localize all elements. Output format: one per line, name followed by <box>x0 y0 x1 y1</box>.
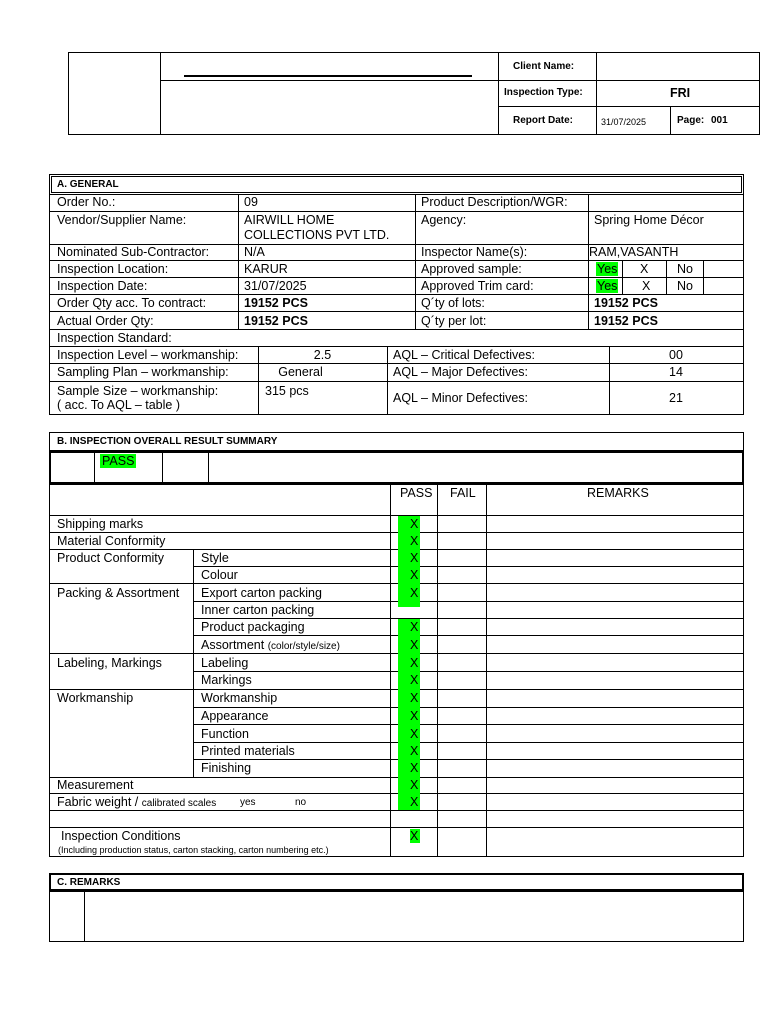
subcontractor-value: N/A <box>244 245 265 259</box>
mark-style: X <box>410 551 419 565</box>
overall-result: PASS <box>102 454 135 468</box>
row-printed-materials: Printed materials <box>201 744 295 758</box>
product-desc-label: Product Description/WGR: <box>421 195 568 209</box>
mark-colour: X <box>410 568 419 582</box>
approved-sample-no: No <box>677 262 693 276</box>
row-packing-assortment: Packing & Assortment <box>57 586 180 600</box>
inspection-standard-label: Inspection Standard: <box>57 331 172 345</box>
sample-size-value: 315 pcs <box>265 384 309 398</box>
row-material-conformity: Material Conformity <box>57 534 166 548</box>
general-title: A. GENERAL <box>57 179 119 190</box>
summary-title: B. INSPECTION OVERALL RESULT SUMMARY <box>57 436 278 447</box>
aql-major-label: AQL – Major Defectives: <box>393 365 529 379</box>
mark-shipping: X <box>410 517 419 531</box>
approved-trim-no: No <box>677 279 693 293</box>
row-shipping-marks: Shipping marks <box>57 517 144 531</box>
approved-trim-yes: Yes <box>597 279 618 293</box>
client-name-label: Client Name: <box>513 61 575 72</box>
row-style: Style <box>201 551 229 565</box>
col-fail: FAIL <box>450 486 476 500</box>
qty-per-lot-label: Q´ty per lot: <box>421 314 487 328</box>
col-pass: PASS <box>400 486 433 500</box>
row-workmanship-group: Workmanship <box>57 691 134 705</box>
mark-finishing: X <box>410 761 419 775</box>
actual-qty-label: Actual Order Qty: <box>57 314 154 328</box>
row-function: Function <box>201 727 249 741</box>
approved-trim-label: Approved Trim card: <box>421 279 534 293</box>
inspection-type-label: Inspection Type: <box>504 87 583 98</box>
aql-critical-value: 00 <box>669 348 683 362</box>
row-inner-carton: Inner carton packing <box>201 603 315 617</box>
aql-major-value: 14 <box>669 365 683 379</box>
approved-sample-label: Approved sample: <box>421 262 522 276</box>
qty-lots-label: Q´ty of lots: <box>421 296 485 310</box>
result-box <box>49 451 744 484</box>
header-frame <box>68 52 760 135</box>
approved-sample-yes: Yes <box>597 262 618 276</box>
qty-per-lot-value: 19152 PCS <box>594 314 658 328</box>
fabric-no: no <box>295 797 307 808</box>
report-date-label: Report Date: <box>513 115 574 126</box>
order-qty-label: Order Qty acc. To contract: <box>57 296 207 310</box>
mark-labeling: X <box>410 656 419 670</box>
location-value: KARUR <box>244 262 288 276</box>
subcontractor-label: Nominated Sub-Contractor: <box>57 245 210 259</box>
inspection-date-value: 31/07/2025 <box>244 279 307 293</box>
row-labeling-markings: Labeling, Markings <box>57 656 162 670</box>
inspection-level-value: 2.5 <box>313 348 332 362</box>
mark-workmanship: X <box>410 691 419 705</box>
mark-function: X <box>410 727 419 741</box>
row-fabric-weight: Fabric weight / calibrated scales <box>57 795 217 809</box>
mark-material: X <box>410 534 419 548</box>
vendor-value-line1: AIRWILL HOME <box>244 213 335 227</box>
row-inspection-conditions: Inspection Conditions <box>61 829 181 843</box>
approved-trim-x: X <box>642 279 651 293</box>
remarks-title-box <box>49 873 744 891</box>
aql-critical-label: AQL – Critical Defectives: <box>393 348 535 362</box>
sampling-plan-value: General <box>278 365 323 379</box>
mark-printed: X <box>410 744 419 758</box>
title-underline <box>184 75 472 77</box>
inspection-date-label: Inspection Date: <box>57 279 148 293</box>
mark-markings: X <box>410 673 419 687</box>
remarks-title: C. REMARKS <box>57 877 121 888</box>
vendor-label: Vendor/Supplier Name: <box>57 213 187 227</box>
aql-minor-value: 21 <box>669 391 683 405</box>
order-no-label: Order No.: <box>57 195 116 209</box>
mark-conditions: X <box>410 829 419 843</box>
row-appearance: Appearance <box>201 709 269 723</box>
inspector-value: RAM,VASANTH <box>589 245 679 259</box>
mark-appearance: X <box>410 709 419 723</box>
row-export-carton: Export carton packing <box>201 586 322 600</box>
inspection-level-label: Inspection Level – workmanship: <box>57 348 239 362</box>
mark-assortment: X <box>410 638 419 652</box>
row-labeling: Labeling <box>201 656 249 670</box>
agency-value: Spring Home Décor <box>594 213 704 227</box>
row-product-conformity: Product Conformity <box>57 551 164 565</box>
row-assortment: Assortment (color/style/size) <box>201 638 340 652</box>
page-number: 001 <box>711 115 728 126</box>
row-product-packaging: Product packaging <box>201 620 305 634</box>
inspection-conditions-note: (Including production status, carton stacking, carton numbering etc.) <box>58 845 329 855</box>
row-markings: Markings <box>201 673 252 687</box>
order-no-value: 09 <box>244 195 258 209</box>
location-label: Inspection Location: <box>57 262 169 276</box>
vendor-value-line2: COLLECTIONS PVT LTD. <box>244 228 390 242</box>
mark-export: X <box>410 586 419 600</box>
sample-size-note: ( acc. To AQL – table ) <box>57 398 180 412</box>
row-measurement: Measurement <box>57 778 134 792</box>
approved-sample-x: X <box>640 262 649 276</box>
row-workmanship: Workmanship <box>201 691 278 705</box>
remarks-box <box>49 891 744 942</box>
qty-lots-value: 19152 PCS <box>594 296 658 310</box>
mark-fabric: X <box>410 795 419 809</box>
inspection-type-value: FRI <box>670 86 691 100</box>
order-qty-value: 19152 PCS <box>244 296 308 310</box>
mark-product-packaging: X <box>410 620 419 634</box>
report-date-value: 31/07/2025 <box>601 117 647 127</box>
sample-size-label: Sample Size – workmanship: <box>57 384 219 398</box>
fabric-yes: yes <box>240 797 256 808</box>
row-colour: Colour <box>201 568 238 582</box>
agency-label: Agency: <box>421 213 467 227</box>
general-title-box <box>51 176 742 193</box>
aql-minor-label: AQL – Minor Defectives: <box>393 391 529 405</box>
sampling-plan-label: Sampling Plan – workmanship: <box>57 365 229 379</box>
row-finishing: Finishing <box>201 761 252 775</box>
inspector-label: Inspector Name(s): <box>421 245 528 259</box>
col-remarks: REMARKS <box>587 486 649 500</box>
actual-qty-value: 19152 PCS <box>244 314 308 328</box>
page-label: Page: <box>677 115 705 126</box>
mark-measurement: X <box>410 778 419 792</box>
